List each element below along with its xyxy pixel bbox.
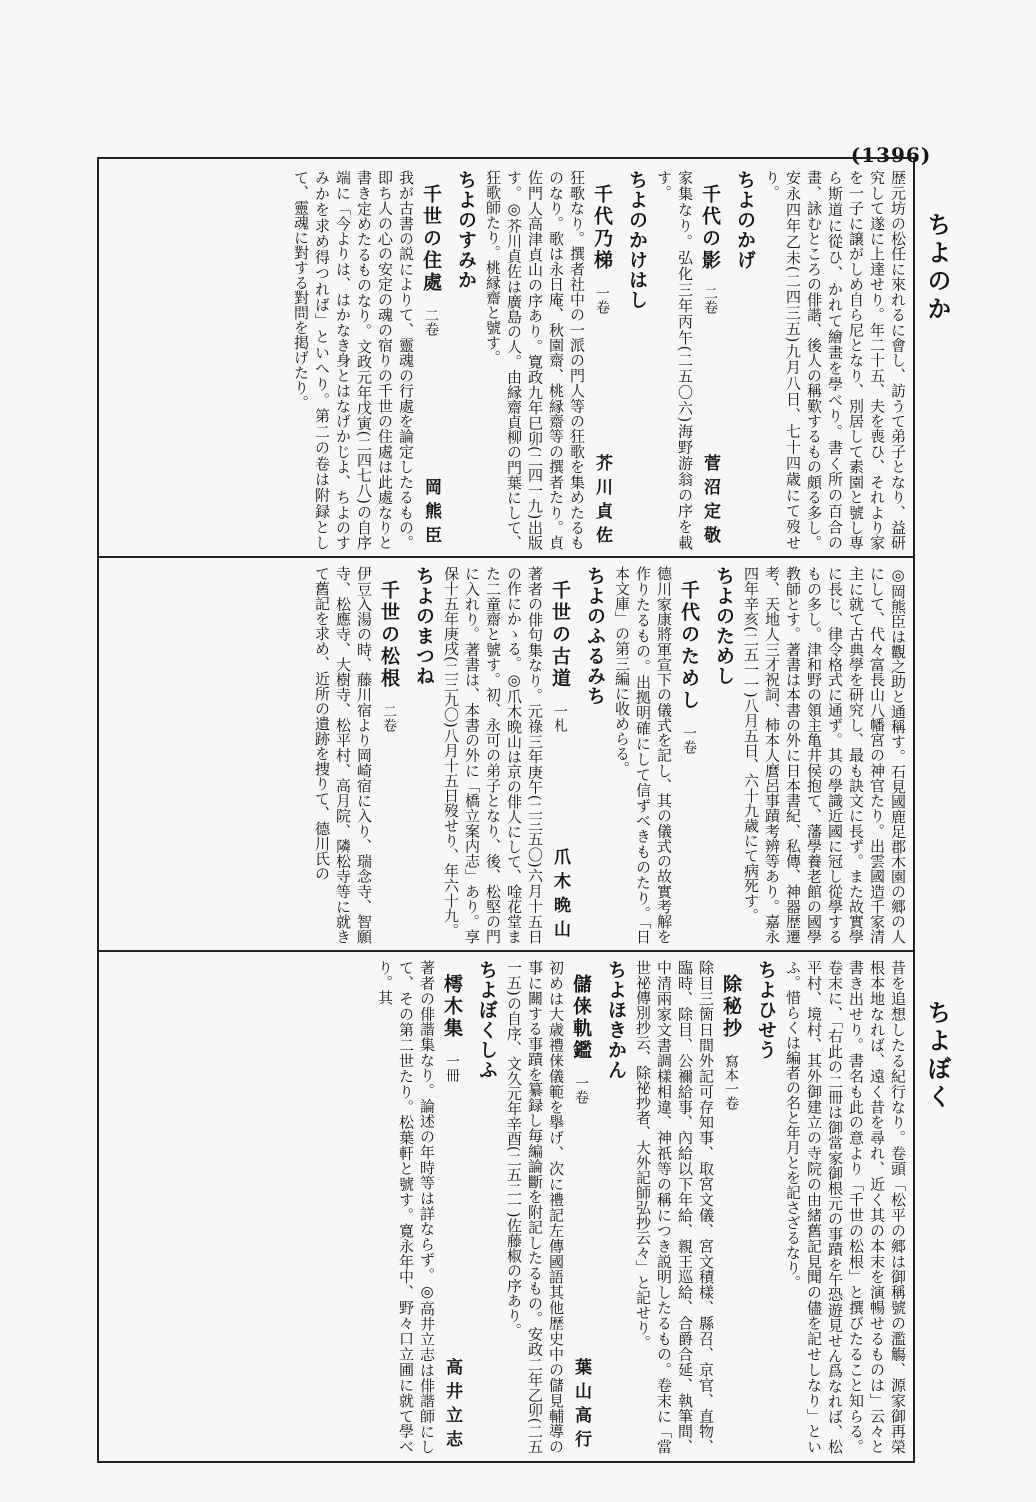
dictionary-entry bbox=[503, 960, 632, 1454]
entry-title: 千代のためし bbox=[678, 580, 700, 712]
title-spacer bbox=[437, 1082, 467, 1358]
entry-heading: ちよのまつね bbox=[413, 566, 435, 686]
title-line bbox=[674, 566, 704, 944]
entry-body: 德川家康將軍宣下の儀式を記し、其の儀式の故實考解を作りたるもの。出拠明確にして信ずべきものたり。「日本文庫」の第三編に收めらる。 bbox=[613, 566, 673, 944]
entry-author: 岡熊臣 bbox=[421, 478, 441, 550]
running-head-top: ちよのか bbox=[923, 212, 952, 324]
entry-author: 芥川貞佐 bbox=[592, 454, 612, 550]
entry-title: 千代の影 bbox=[699, 184, 721, 272]
dictionary-entry bbox=[653, 170, 761, 550]
volume-count: 一卷 bbox=[681, 726, 697, 754]
dictionary-entry bbox=[761, 170, 908, 550]
volume-count: 一冊 bbox=[444, 1054, 460, 1082]
entry-body: 我が古書の説によりて、靈魂の行處を論定したるもの。即ち人の心の安定の魂の宿りの千世の住處は此處なりと書き定めたるものなり。文政元年戊寅(二四七八)の自序端に「今よりは、はかなき身とはなげかじよ、ちよのすみかを求め得つれば」といへり。第二の卷は附録として、靈魂に對する對問を掲げたり。 bbox=[292, 170, 415, 550]
volume-count: 一札 bbox=[552, 704, 568, 732]
title-line bbox=[566, 960, 596, 1454]
entry-heading: ちよのすみか bbox=[455, 170, 477, 290]
title-spacer bbox=[695, 314, 725, 454]
dictionary-entry bbox=[632, 960, 782, 1454]
dictionary-entry bbox=[482, 170, 653, 550]
entry-author: 菅沼定敬 bbox=[700, 454, 720, 550]
volume-count: 二卷 bbox=[702, 286, 718, 314]
entry-body: 著者の俳諧集なり。論述の年時等は詳ならず。◎高井立志は俳諧師にして、その第二世たり。松葉軒と號す。寛永年中、野々口立圃に就て學べり。其 bbox=[376, 960, 436, 1454]
entry-body: ◎岡熊臣は觀之助と通稱す。石見國鹿足郡木園の郷の人にして、代々富長山八幡宮の神官たり。出雲國造千家清主に就て古典學を研究し、最も訣文に長ず。また故實學に長じ、律令格式に通ず。其の學識近國に冠し從學するもの多し。津和野の領主亀井侯抱て、藩學養老館の國學教師とす。著書は本書の外に日本書紀、私傳、神器歴遷考、天地人三才祝詞、柿本人麿呂事蹟考辨等あり。嘉永四年辛亥(二五一一)八月五日、六十九歳にて病死す。 bbox=[742, 566, 907, 944]
entry-title: 除秘抄 bbox=[720, 974, 742, 1040]
title-line bbox=[437, 960, 467, 1454]
volume-count: 一卷 bbox=[594, 286, 610, 314]
dictionary-entry bbox=[374, 960, 503, 1454]
volume-count: 一卷 bbox=[573, 1076, 589, 1104]
title-spacer bbox=[545, 732, 575, 848]
page-number: (1396) bbox=[850, 143, 932, 167]
entry-title: 千世の古道 bbox=[549, 580, 571, 690]
entry-title: 千世の住處 bbox=[420, 184, 442, 294]
title-line bbox=[716, 960, 746, 1454]
title-line bbox=[374, 566, 404, 944]
title-spacer bbox=[674, 754, 704, 944]
entry-author: 爪木晩山 bbox=[550, 848, 570, 944]
entry-title: 千代乃梯 bbox=[591, 184, 613, 272]
title-spacer bbox=[374, 732, 404, 944]
section-middle bbox=[104, 566, 908, 944]
entry-body: 著者の俳句集なり。元祿三年庚午(二三五〇)六月十五日の作にかゝる。◎爪木晩山は京の俳人にして、唫花堂また二童齋と號す。初、永可の弟子となり、後、松堅の門に入れり。著書は、本書の外に「橋立案内志」あり。享保十五年庚戌(二三九〇)八月十五日歿せり、年六十九。 bbox=[442, 566, 544, 944]
entry-body: 昔を追想したる紀行なり。卷頭「松平の郷は御稱號の濫觴、源家御再榮根本地なれば、遠く昔を尋れ、近く其の本末を演暢せるものは」云々と書き出せり。書名も此の意より「千世の松根」と撰びたること知らる。卷末に、「右此の二冊は御當家御根元の事蹟を午恐遊見せん爲なれば、松平村、境村、其外御建立の寺院の由緒舊記見聞の儘を記せしなり」といふ。惜らくは編者の名と年月とを記さざるなり。 bbox=[784, 960, 907, 1454]
volume-count: 寫本一卷 bbox=[723, 1054, 739, 1110]
dictionary-entry bbox=[611, 566, 740, 944]
section-top bbox=[104, 170, 908, 550]
section-bottom bbox=[104, 960, 908, 1454]
running-head-bottom: ちよぼく bbox=[923, 1000, 952, 1112]
entry-heading: ちよぼくしふ bbox=[476, 960, 498, 1080]
title-spacer bbox=[587, 314, 617, 454]
volume-count: 二卷 bbox=[423, 308, 439, 336]
title-line bbox=[695, 170, 725, 550]
entry-body: 初めは大歳禮俫儀範を擧げ、次に禮記左傳國語其他歴史中の儲見輔導の事に關する事蹟を纂録し毎編論斷を附記したるもの。安政二年乙卯(二五一五)の自序、文久元年辛酉(二五二一)佐藤椒の序あり。 bbox=[505, 960, 565, 1454]
entry-heading: ちよほきかん bbox=[605, 960, 627, 1080]
entry-body: 家集なり。弘化三年丙午(二五〇六)海野游翁の序を載す。 bbox=[655, 170, 694, 550]
title-line bbox=[545, 566, 575, 944]
dictionary-entry bbox=[290, 170, 482, 550]
entry-title: 千世の松根 bbox=[378, 580, 400, 690]
dictionary-entry bbox=[311, 566, 440, 944]
entry-body: 伊豆入湯の時、藤川宿より岡崎宿に入り、瑞念寺、智願寺、松應寺、大樹寺、松平村、高月院、隣松寺等に就きて舊記を求め、近所の遺跡を捜りて、德川氏の bbox=[313, 566, 373, 944]
title-line bbox=[587, 170, 617, 550]
section-divider-2 bbox=[99, 950, 913, 952]
title-spacer bbox=[566, 1104, 596, 1358]
title-spacer bbox=[416, 336, 446, 478]
entry-title: 儲俫軌鑑 bbox=[570, 974, 592, 1062]
entry-heading: ちよひせう bbox=[755, 960, 777, 1060]
entry-heading: ちよのかげ bbox=[734, 170, 756, 270]
entry-author: 高井立志 bbox=[442, 1358, 462, 1454]
entry-body: 歴元坊の松任に來れるに會し、訪うて弟子となり、益研究して遂に上達せり。年二十五、夫を喪ひ、それより家を一子に譲がしめ自ら尼となり、別居して素園と號し専ら斯道に從ひ、かれて繪畫を學べり。書く所の百合の畫、詠むところの俳諧、後人の稱歎するもの頗る多し。安永四年乙未(二四三五)九月八日、七十四歳にて歿せり。 bbox=[763, 170, 907, 550]
title-line bbox=[416, 170, 446, 550]
title-spacer bbox=[716, 1110, 746, 1454]
entry-author: 葉山高行 bbox=[571, 1358, 591, 1454]
dictionary-entry bbox=[782, 960, 908, 1454]
entry-body: 除目三箇日間外記可存知事、取宮文儀、宮文積樣、縣召、京官、直物、臨時、除目、公禰給事、內給以下年給、親王巡給、合爵合延、執筆間、中清兩家文書調樣相違、神祇等の稱につき説明したるもの。卷末に「當世祕傳別抄云、除祕抄者、大外記師弘抄云々」と記せり。 bbox=[634, 960, 715, 1454]
entry-heading: ちよのためし bbox=[713, 566, 735, 686]
volume-count: 二卷 bbox=[381, 704, 397, 732]
section-divider-1 bbox=[99, 556, 913, 558]
dictionary-entry bbox=[740, 566, 908, 944]
entry-body: 狂歌なり。撰者社中の一派の門人等の狂歌を集めたるものなり。歌は永日庵、秋園齋、桃縁齋等の撰者たり。貞佐門人高津貞山の序あり。寛政九年巳卯(二四一九)出版す。◎芥川貞佐は廣島の人。由縁齋貞柳の門葉にして、狂歌師たり。桃縁齋と號す。 bbox=[484, 170, 586, 550]
entry-heading: ちよのふるみち bbox=[584, 566, 606, 706]
entry-title: 樗木集 bbox=[441, 974, 463, 1040]
dictionary-entry bbox=[440, 566, 611, 944]
entry-heading: ちよのかけはし bbox=[626, 170, 648, 310]
